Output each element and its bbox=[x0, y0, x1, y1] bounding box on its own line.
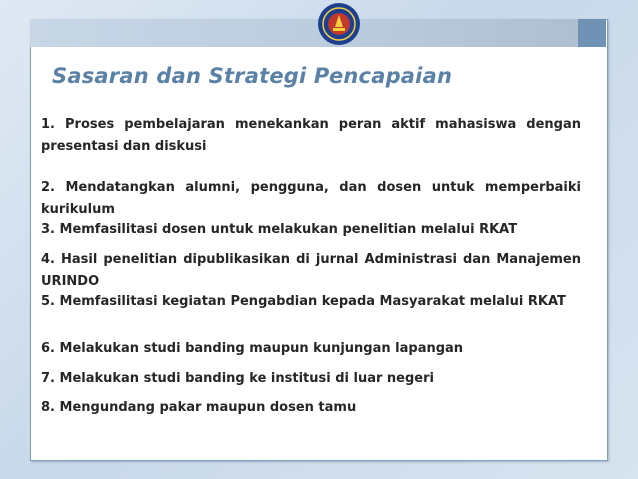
slide-corner-accent bbox=[578, 19, 606, 47]
slide-title: Sasaran dan Strategi Pencapaian bbox=[52, 64, 453, 88]
list-item: 1. Proses pembelajaran menekankan peran aktif mahasiswa dengan presentasi dan diskusi bbox=[41, 117, 581, 154]
list-item: 3. Memfasilitasi dosen untuk melakukan penelitian melalui RKAT bbox=[41, 222, 518, 237]
list-item: 2. Mendatangkan alumni, pengguna, dan dosen untuk memperbaiki kurikulum bbox=[41, 180, 581, 217]
seal-emblem-base bbox=[333, 28, 345, 31]
list-item: 5. Memfasilitasi kegiatan Pengabdian kepada Masyarakat melalui RKAT bbox=[41, 294, 566, 309]
slide-header-bar bbox=[30, 19, 578, 47]
list-item: 8. Mengundang pakar maupun dosen tamu bbox=[41, 400, 357, 415]
university-seal-icon bbox=[314, 0, 364, 48]
list-item: 4. Hasil penelitian dipublikasikan di jurnal Administrasi dan Manajemen URINDO bbox=[41, 252, 581, 289]
list-item: 7. Melakukan studi banding ke institusi di luar negeri bbox=[41, 371, 434, 386]
list-item: 6. Melakukan studi banding maupun kunjungan lapangan bbox=[41, 341, 464, 356]
